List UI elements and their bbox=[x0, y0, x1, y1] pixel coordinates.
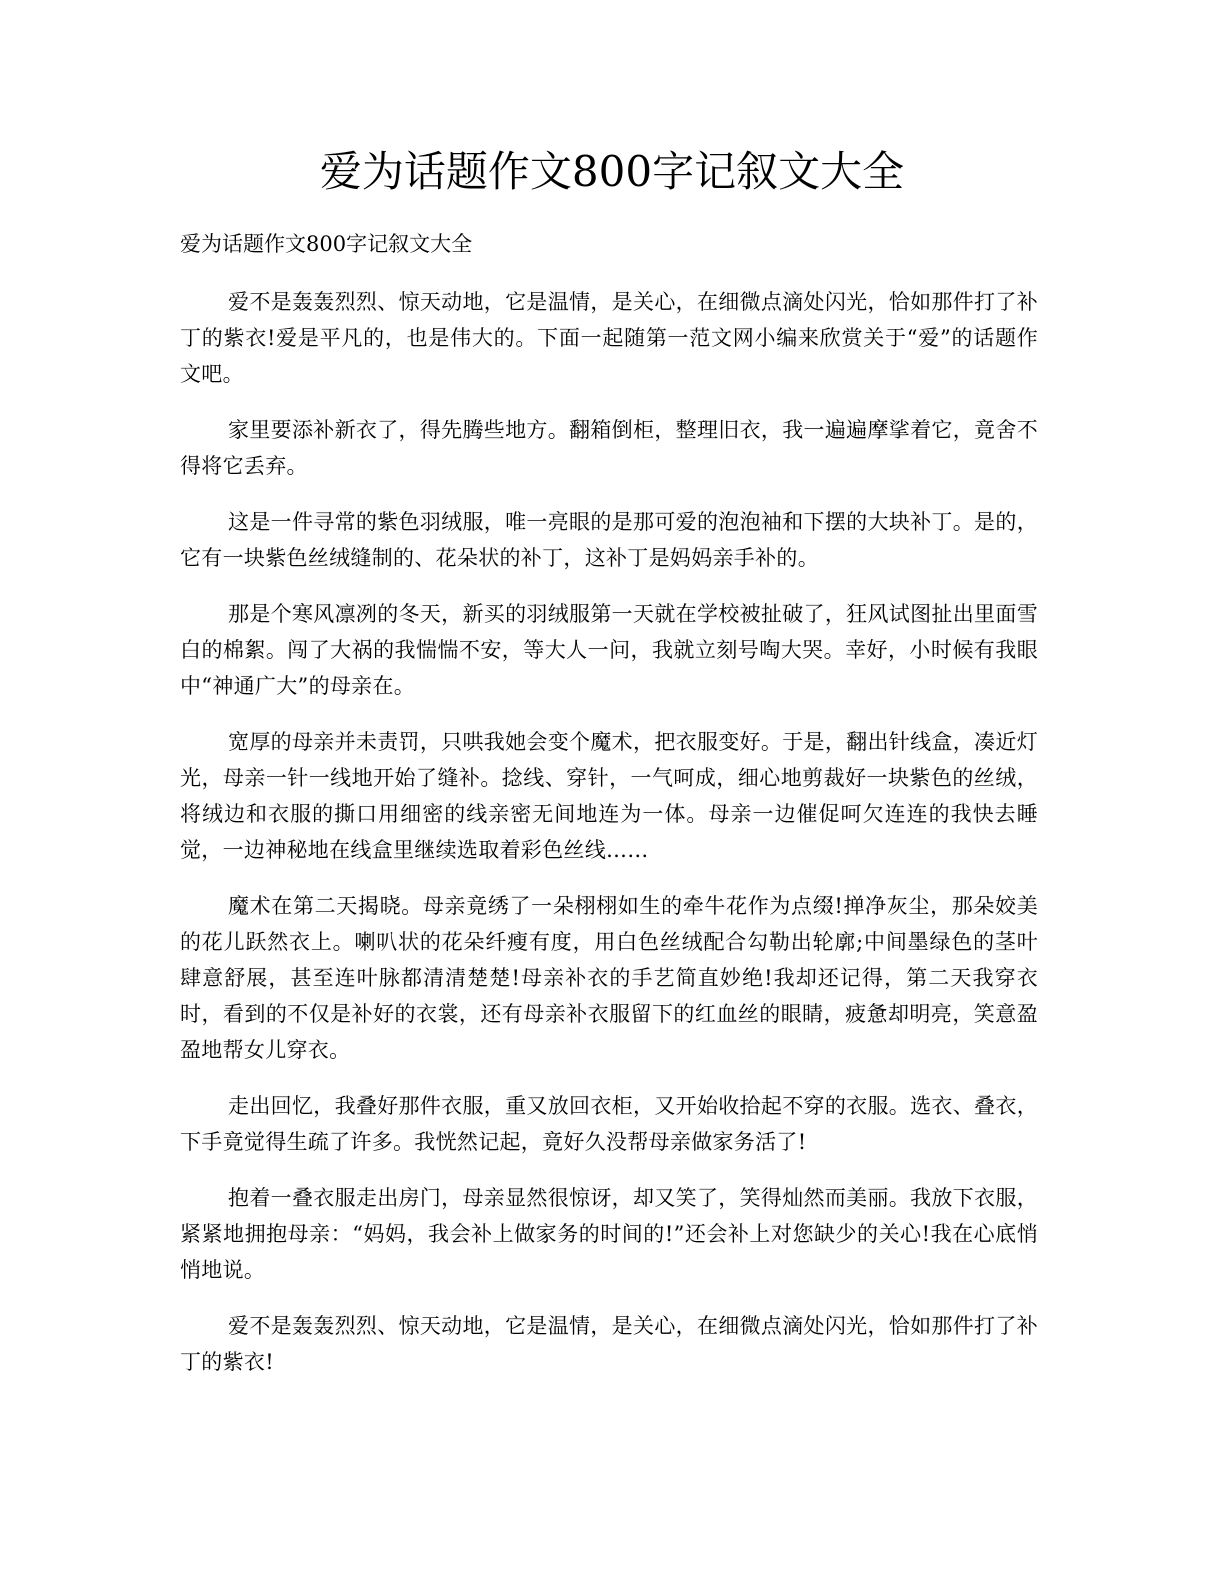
paragraph: 宽厚的母亲并未责罚，只哄我她会变个魔术，把衣服变好。于是，翻出针线盒，凑近灯光，母亲一针一线地开始了缝补。捻线、穿针，一气呵成，细心地剪裁好一块紫色的丝绒，将绒边和衣服的撕口用细密的线亲密无间地连为一体。母亲一边催促呵欠连连的我快去睡觉，一边神秘地在线盒里继续选取着彩色丝线…… bbox=[180, 730, 1038, 862]
paragraph: 这是一件寻常的紫色羽绒服，唯一亮眼的是那可爱的泡泡袖和下摆的大块补丁。是的，它有一块紫色丝绒缝制的、花朵状的补丁，这补丁是妈妈亲手补的。 bbox=[180, 510, 1038, 570]
paragraph: 走出回忆，我叠好那件衣服，重又放回衣柜，又开始收拾起不穿的衣服。选衣、叠衣，下手竟觉得生疏了许多。我恍然记起，竟好久没帮母亲做家务活了! bbox=[180, 1094, 1038, 1154]
document-subtitle: 爱为话题作文800字记叙文大全 bbox=[180, 232, 473, 256]
paragraph: 抱着一叠衣服走出房门，母亲显然很惊讶，却又笑了，笑得灿然而美丽。我放下衣服，紧紧地拥抱母亲：“妈妈，我会补上做家务的时间的!”还会补上对您缺少的关心!我在心底悄悄地说。 bbox=[180, 1186, 1038, 1282]
document-body bbox=[180, 226, 1038, 1400]
document-title: 爱为话题作文800字记叙文大全 bbox=[319, 147, 905, 196]
paragraph: 魔术在第二天揭晓。母亲竟绣了一朵栩栩如生的牵牛花作为点缀!掸净灰尘，那朵姣美的花儿跃然衣上。喇叭状的花朵纤瘦有度，用白色丝绒配合勾勒出轮廓;中间墨绿色的茎叶肆意舒展，甚至连叶脉都清清楚楚!母亲补衣的手艺简直妙绝!我却还记得，第二天我穿衣时，看到的不仅是补好的衣裳，还有母亲补衣服留下的红血丝的眼睛，疲惫却明亮，笑意盈盈地帮女儿穿衣。 bbox=[180, 894, 1038, 1062]
paragraph: 那是个寒风凛冽的冬天，新买的羽绒服第一天就在学校被扯破了，狂风试图扯出里面雪白的棉絮。闯了大祸的我惴惴不安，等大人一问，我就立刻号啕大哭。幸好，小时候有我眼中“神通广大”的母亲在。 bbox=[180, 602, 1038, 698]
paragraph: 家里要添补新衣了，得先腾些地方。翻箱倒柜，整理旧衣，我一遍遍摩挲着它，竟舍不得将它丢弃。 bbox=[180, 418, 1038, 478]
paragraph: 爱不是轰轰烈烈、惊天动地，它是温情，是关心，在细微点滴处闪光，恰如那件打了补丁的紫衣! bbox=[180, 1314, 1038, 1374]
paragraph: 爱不是轰轰烈烈、惊天动地，它是温情，是关心，在细微点滴处闪光，恰如那件打了补丁的紫衣!爱是平凡的，也是伟大的。下面一起随第一范文网小编来欣赏关于“爱”的话题作文吧。 bbox=[180, 290, 1038, 386]
